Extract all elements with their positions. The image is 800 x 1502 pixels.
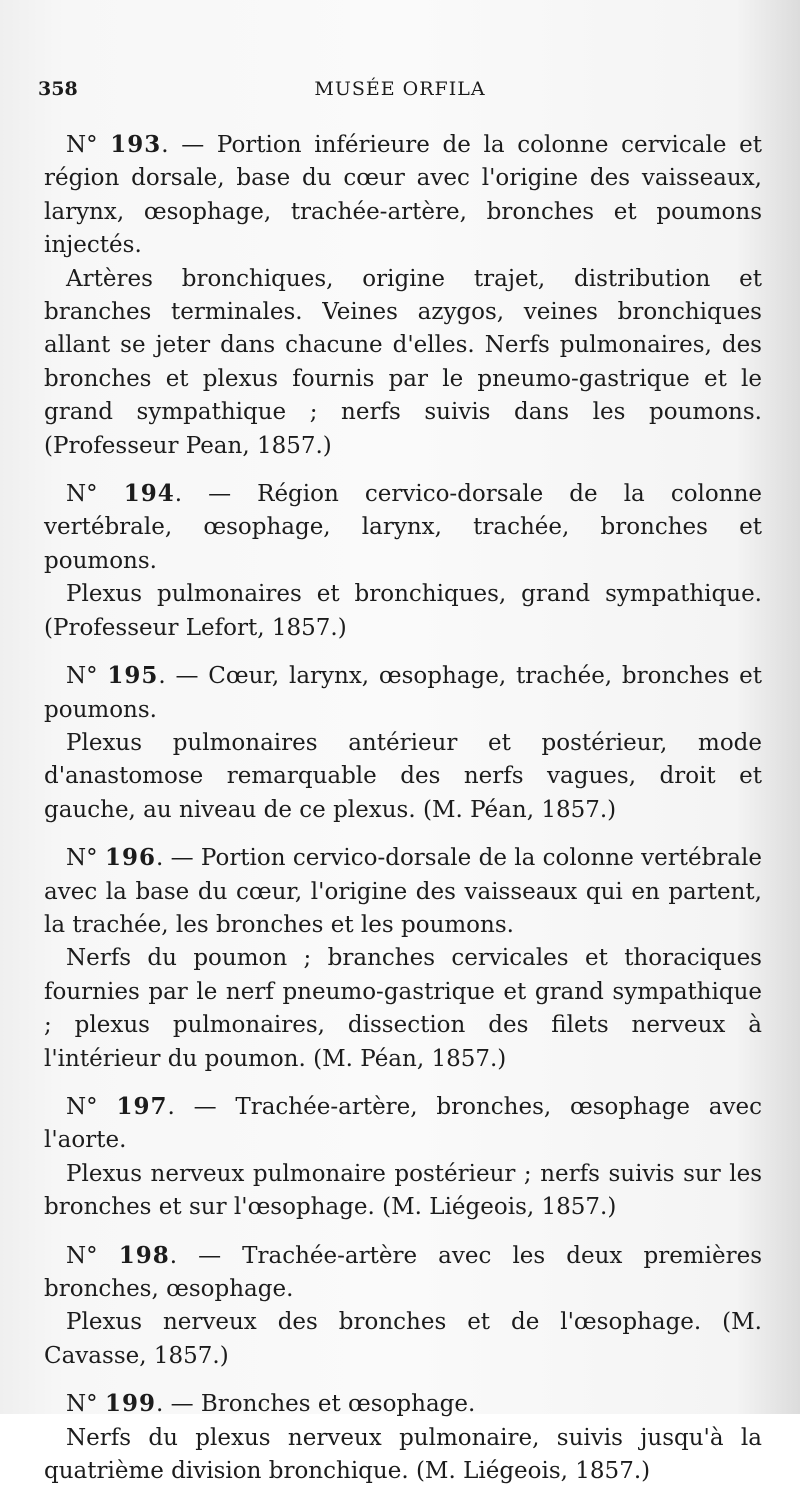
catalog-entry — [44, 1387, 762, 1488]
entry-description — [44, 128, 762, 263]
entry-label: N° — [66, 663, 98, 690]
entry-description — [44, 1387, 762, 1421]
entry-number: 198 — [118, 1241, 170, 1269]
entry-number: 197 — [116, 1092, 168, 1120]
entry-description-text: . — Bronches et œsophage. — [155, 1391, 476, 1418]
catalog-entry — [44, 841, 762, 1076]
entry-note: Plexus nerveux pulmonaire postérieur ; nerfs suivis sur les bronches et sur l'œsophage. (M. Liégeois, 1857.) — [44, 1160, 762, 1221]
entry-description-text: . — Trachée-artère, bronches, œsophage avec l'aorte. — [44, 1093, 762, 1154]
entry-description — [44, 1090, 762, 1158]
catalog-entry — [44, 1090, 762, 1225]
entry-note: Artères bronchiques, origine trajet, distribution et branches terminales. Veines azygos, veines bronchiques allant se jeter dans chacune d'elles. Nerfs pulmonaires, des bronches et plexus fournis par le pneumo-gastrique et le grand sympathique ; nerfs suivis dans les poumons. (Professeur Pean, 1857.) — [44, 265, 762, 459]
entry-label: N° — [66, 1391, 98, 1418]
entry-number: 196 — [104, 844, 156, 872]
entry-label: N° — [66, 132, 98, 158]
entry-label: N° — [66, 1242, 98, 1269]
running-title: MUSÉE ORFILA — [314, 78, 486, 100]
page-header — [38, 78, 762, 106]
entry-label: N° — [66, 845, 98, 872]
entry-description-text: . — Portion inférieure de la colonne cervicale et région dorsale, base du cœur avec l'origine des vaisseaux, larynx, œsophage, trachée-artère, bronches et poumons injectés. — [44, 132, 762, 259]
entry-description-text: . — Cœur, larynx, œsophage, trachée, bronches et poumons. — [44, 663, 762, 723]
entry-number: 195 — [107, 662, 159, 690]
catalog-entry — [44, 659, 762, 827]
entry-description — [44, 841, 762, 942]
entry-label: N° — [66, 1093, 98, 1120]
entry-note: Nerfs du plexus nerveux pulmonaire, suivis jusqu'à la quatrième division bronchique. (M. Liégeois, 1857.) — [44, 1424, 762, 1485]
entry-label: N° — [66, 481, 98, 508]
catalog-entry — [44, 128, 762, 463]
catalog-body — [44, 128, 762, 1502]
entry-number: 194 — [123, 480, 175, 508]
entry-number: 193 — [110, 131, 162, 158]
entry-description — [44, 659, 762, 727]
entry-note: Plexus nerveux des bronches et de l'œsophage. (M. Cavasse, 1857.) — [44, 1309, 762, 1369]
entry-note: Nerfs du poumon ; branches cervicales et thoraciques fournies par le nerf pneumo-gastrique et grand sympathique ; plexus pulmonaires, dissection des filets nerveux à l'intérieur du poumon. (M. Péan, 1857.) — [44, 945, 762, 1072]
entry-note: Plexus pulmonaires et bronchiques, grand sympathique. (Professeur Lefort, 1857.) — [44, 581, 762, 641]
entry-description — [44, 1239, 762, 1307]
entry-description-text: . — Région cervico-dorsale de la colonne vertébrale, œsophage, larynx, trachée, bronches et poumons. — [44, 481, 762, 574]
entry-number: 199 — [104, 1390, 156, 1418]
page-number: 358 — [38, 78, 78, 100]
entry-description — [44, 477, 762, 578]
catalog-entry — [44, 477, 762, 645]
entry-note: Plexus pulmonaires antérieur et postérieur, mode d'anastomose remarquable des nerfs vagues, droit et gauche, au niveau de ce plexus. (M. Péan, 1857.) — [44, 729, 762, 823]
entry-description-text: . — Trachée-artère avec les deux premières bronches, œsophage. — [44, 1242, 762, 1302]
catalog-entry — [44, 1239, 762, 1374]
entry-description-text: . — Portion cervico-dorsale de la colonne vertébrale avec la base du cœur, l'origine des vaisseaux qui en partent, la trachée, les bronches et les poumons. — [44, 845, 762, 938]
